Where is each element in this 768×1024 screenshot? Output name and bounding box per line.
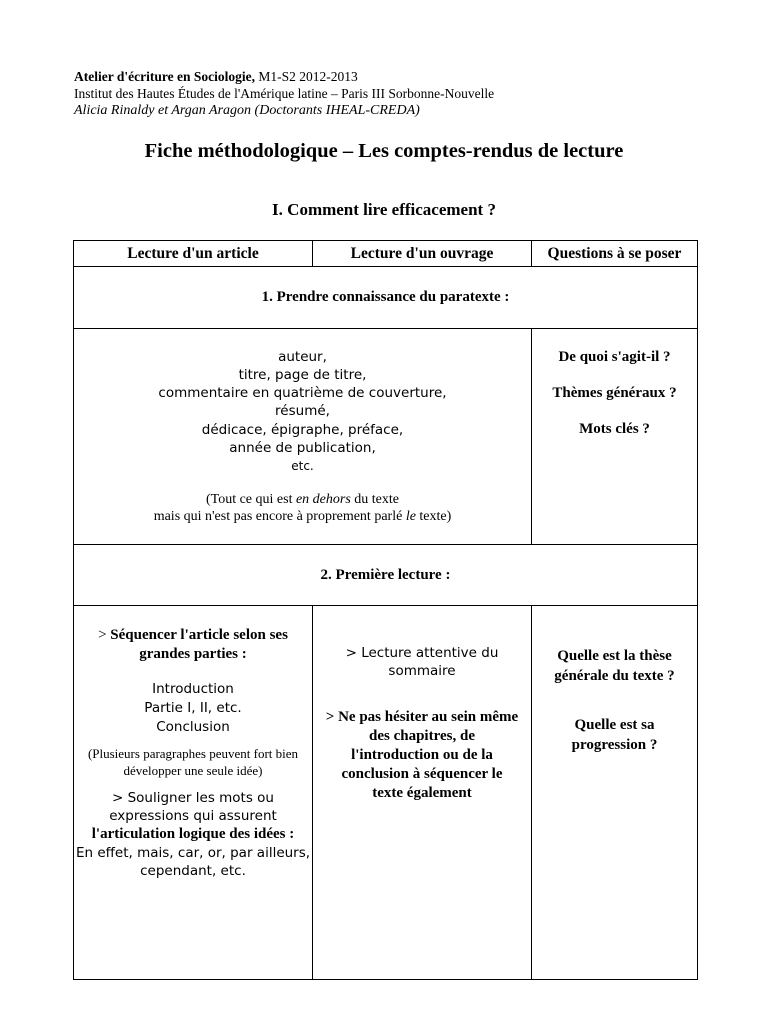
underline-text: > Souligner les mots ou expressions qui assurent <box>109 790 277 824</box>
question: De quoi s'agit-il ? <box>558 349 671 365</box>
column-header-questions: Questions à se poser <box>532 241 698 267</box>
list-item: titre, page de titre, <box>238 366 367 383</box>
list-item: Partie I, II, etc. <box>144 700 242 716</box>
authors-line: Alicia Rinaldy et Argan Aragon (Doctorants IHEAL-CREDA) <box>74 103 420 118</box>
question: Quelle est sa progression ? <box>571 717 658 753</box>
question: Quelle est la thèse générale du texte ? <box>554 648 675 684</box>
section-title: I. Comment lire efficacement ? <box>272 200 496 219</box>
ouvrage-cell <box>313 606 532 980</box>
list-item: Conclusion <box>156 719 230 735</box>
question: Thèmes généraux ? <box>552 385 677 401</box>
article-cell <box>74 606 313 980</box>
paratexte-questions <box>532 329 698 545</box>
paratexte-cell <box>74 329 532 545</box>
sequence-chapters-instruction: > Ne pas hésiter au sein même des chapitres, de l'introduction ou de la conclusion à séquencer le texte également <box>325 709 519 801</box>
articulation-heading: l'articulation logique des idées : <box>91 826 295 842</box>
step1-title-row <box>74 267 698 329</box>
table-header-row <box>74 241 698 267</box>
course-term: M1-S2 2012-2013 <box>254 69 358 84</box>
page-title: Fiche méthodologique – Les comptes-rendus de lecture <box>144 140 624 162</box>
question: Mots clés ? <box>579 421 650 437</box>
note-text: texte) <box>415 509 452 525</box>
note-text: (Tout ce qui est <box>205 492 296 508</box>
underline-instruction <box>74 789 312 880</box>
list-item: résumé, <box>275 403 330 420</box>
institution-line: Institut des Hautes Études de l'Amérique latine – Paris III Sorbonne-Nouvelle <box>74 86 495 101</box>
arrow-prefix: > <box>98 627 111 643</box>
note-emphasis: en dehors <box>295 492 351 508</box>
step2-title-row <box>74 545 698 606</box>
parts-list <box>74 680 312 737</box>
paratexte-note <box>74 491 531 525</box>
first-reading-row <box>74 606 698 980</box>
list-item: dédicace, épigraphe, préface, <box>201 421 404 438</box>
connector-examples: En effet, mais, car, or, par ailleurs, cependant, etc. <box>75 845 311 879</box>
step1-title: 1. Prendre connaissance du paratexte : <box>74 267 698 329</box>
note-text: du texte <box>350 492 400 508</box>
list-item: commentaire en quatrième de couverture, <box>158 385 447 402</box>
note-emphasis: le <box>405 509 416 525</box>
summary-instruction: > Lecture attentive du sommaire <box>345 645 499 679</box>
list-item: Introduction <box>152 681 234 697</box>
list-item: auteur, <box>278 348 327 365</box>
paratexte-list <box>74 348 531 475</box>
course-title: Atelier d'écriture en Sociologie, <box>74 69 255 84</box>
document-header <box>74 68 494 119</box>
course-line <box>74 68 494 85</box>
paratexte-row <box>74 329 698 545</box>
list-item: année de publication, <box>229 439 376 456</box>
first-reading-questions <box>532 606 698 980</box>
sequence-heading: Séquencer l'article selon ses grandes parties : <box>110 627 288 662</box>
step2-title: 2. Première lecture : <box>74 545 698 606</box>
note-text: mais qui n'est pas encore à proprement parlé <box>153 509 406 525</box>
column-header-article: Lecture d'un article <box>74 241 313 267</box>
paragraph-note: (Plusieurs paragraphes peuvent fort bien développer une seule idée) <box>87 746 299 778</box>
sequence-instruction <box>74 626 312 664</box>
column-header-ouvrage: Lecture d'un ouvrage <box>313 241 532 267</box>
method-table <box>73 240 698 980</box>
list-item: etc. <box>291 459 314 473</box>
